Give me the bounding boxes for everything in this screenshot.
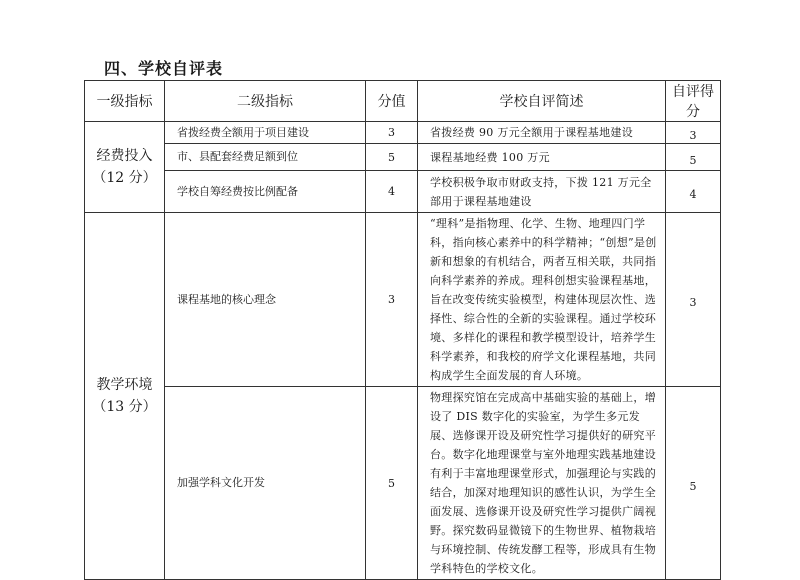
- group-subtotal: （12 分）: [92, 170, 157, 186]
- indicator-cell: 加强学科文化开发: [165, 387, 366, 580]
- header-row: [85, 81, 721, 122]
- group-cell-environment: [85, 213, 165, 580]
- self-score-cell: [666, 213, 721, 387]
- table-row: [85, 144, 721, 171]
- points-cell: 3: [366, 122, 418, 144]
- indicator-cell: 课程基地的核心理念: [165, 213, 366, 387]
- points-cell: 5: [366, 387, 418, 580]
- self-evaluation-table: [84, 80, 721, 580]
- points-cell: 5: [366, 144, 418, 171]
- self-score-cell: [666, 171, 721, 213]
- header-points: 分值: [366, 81, 418, 122]
- header-level2: 二级指标: [165, 81, 366, 122]
- indicator-cell: 市、县配套经费足额到位: [165, 144, 366, 171]
- self-score-value: 3: [689, 296, 697, 309]
- self-score-value: 3: [689, 129, 697, 142]
- points-cell: 3: [366, 213, 418, 387]
- points-cell: 4: [366, 171, 418, 213]
- description-cell: 课程基地经费 100 万元: [418, 144, 666, 171]
- self-score-value: 5: [689, 153, 697, 167]
- group-cell-funding: [85, 122, 165, 213]
- description-cell: 物理探究馆在完成高中基础实验的基础上，增设了 DIS 数字化的实验室，为学生多元发展、选修课开设及研究性学习提供好的研究平台。数字化地理课堂与室外地理实践基地建设有利于丰富地理课堂形式，加强理论与实践的结合，加深对地理知识的感性认识，为学生全面发展、选修课开设及研究性学习提供广阔视野。探究数码显微镜下的生物世界、植物栽培与环境控制、传统发酵工程等，形成具有生物学科特色的学校文化。: [418, 387, 666, 580]
- self-score-cell: [666, 387, 721, 580]
- indicator-cell: 学校自筹经费按比例配备: [165, 171, 366, 213]
- group-name: 教学环境: [96, 377, 153, 393]
- self-score-value: 4: [689, 188, 697, 201]
- description-cell: “理科”是指物理、化学、生物、地理四门学科，指向核心素养中的科学精神；“创想”是创新和想象的有机结合，两者互相关联，共同指向科学素养的养成。理科创想实验课程基地，旨在改变传统实验模型，构建体现层次性、选择性、综合性的全新的实验课程。通过学校环境、多样化的课程和教学模型设计，培养学生科学素养，和我校的府学文化课程基地，共同构成学生全面发展的育人环境。: [418, 213, 666, 387]
- description-cell: 学校积极争取市财政支持，下拨 121 万元全部用于课程基地建设: [418, 171, 666, 213]
- header-description: 学校自评简述: [418, 81, 666, 122]
- self-score-cell: [666, 122, 721, 144]
- description-cell: 省拨经费 90 万元全额用于课程基地建设: [418, 122, 666, 144]
- header-self-score: 自评得分: [666, 81, 721, 122]
- self-score-value: 5: [689, 479, 697, 493]
- table-row: [85, 213, 721, 387]
- self-score-cell: [666, 144, 721, 171]
- indicator-cell: 省拨经费全额用于项目建设: [165, 122, 366, 144]
- section-title: 四、学校自评表: [104, 59, 224, 78]
- table-row: [85, 171, 721, 213]
- table-row: [85, 122, 721, 144]
- group-name: 经费投入: [96, 148, 153, 164]
- table-row: [85, 387, 721, 580]
- header-level1: 一级指标: [85, 81, 165, 122]
- group-subtotal: （13 分）: [92, 399, 157, 415]
